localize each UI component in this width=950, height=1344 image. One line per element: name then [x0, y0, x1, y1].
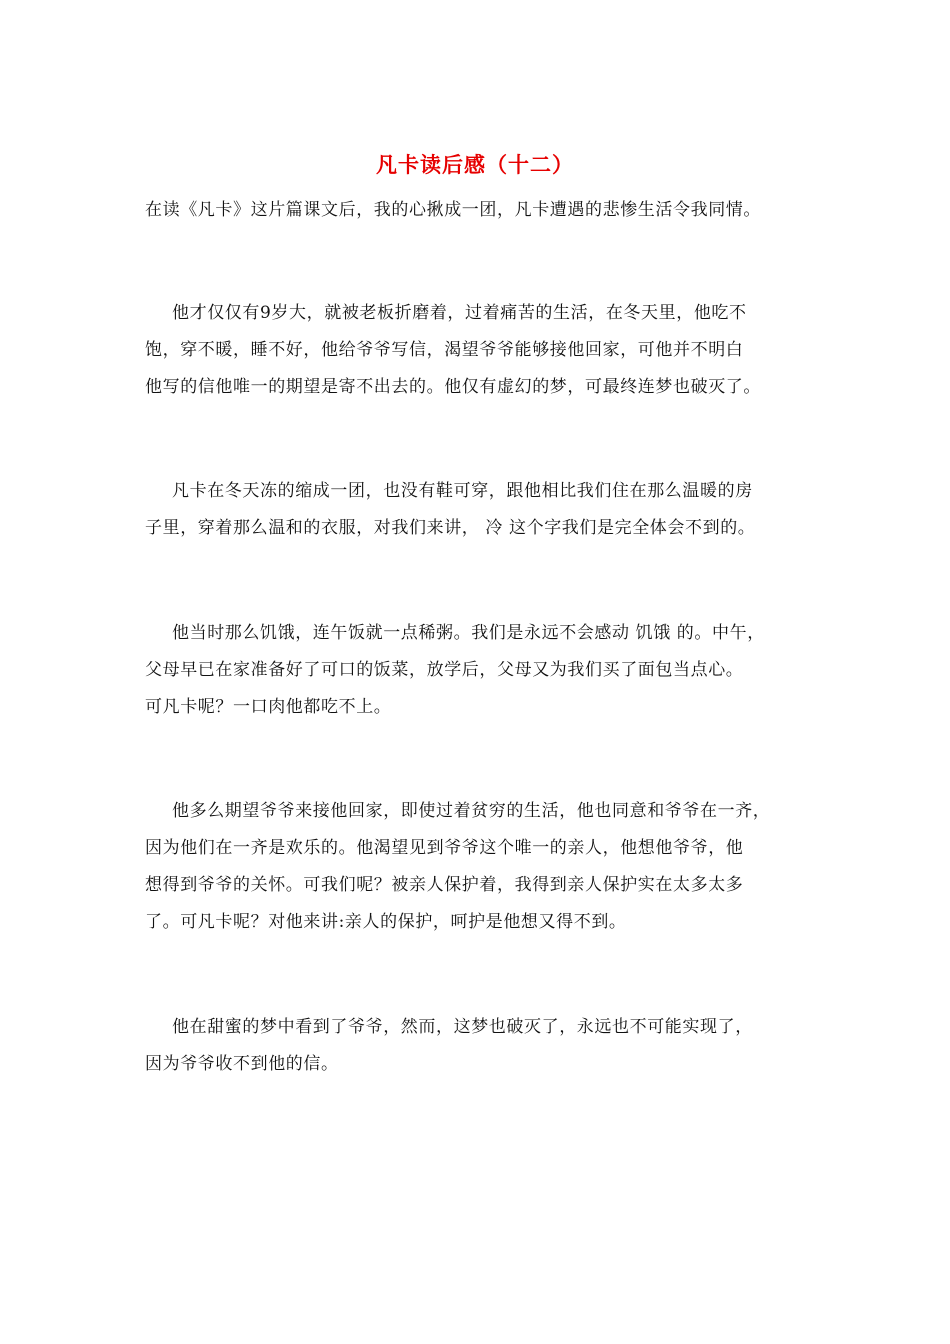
paragraph-6-line-2: 因为爷爷收不到他的信。: [145, 1054, 339, 1074]
paragraph-3-line-1: 凡卡在冬天冻的缩成一团，也没有鞋可穿，跟他相比我们住在那么温暖的房: [172, 481, 753, 501]
paragraph-3-line-2: 子里，穿着那么温和的衣服，对我们来讲， 冷 这个字我们是完全体会不到的。: [145, 518, 756, 538]
document-title: 凡卡读后感（十二）: [376, 152, 574, 177]
paragraph-5-line-2: 因为他们在一齐是欢乐的。他渴望见到爷爷这个唯一的亲人，他想他爷爷，他: [145, 838, 744, 858]
paragraph-5-line-4: 了。可凡卡呢？对他来讲:亲人的保护，呵护是他想又得不到。: [145, 912, 627, 932]
paragraph-4-line-1: 他当时那么饥饿，连午饭就一点稀粥。我们是永远不会感动 饥饿 的。中午，: [172, 623, 765, 643]
paragraph-2-line-1: 他才仅仅有9岁大，就被老板折磨着，过着痛苦的生活，在冬天里，他吃不: [172, 303, 747, 323]
paragraph-4-line-2: 父母早已在家准备好了可口的饭菜，放学后，父母又为我们买了面包当点心。: [145, 660, 744, 680]
paragraph-1-line-1: 在读《凡卡》这片篇课文后，我的心揪成一团，凡卡遭遇的悲惨生活令我同情。: [145, 200, 761, 220]
paragraph-5-line-3: 想得到爷爷的关怀。可我们呢？被亲人保护着，我得到亲人保护实在太多太多: [145, 875, 744, 895]
paragraph-5-line-1: 他多么期望爷爷来接他回家，即使过着贫穷的生活，他也同意和爷爷在一齐，: [172, 801, 771, 821]
paragraph-6-line-1: 他在甜蜜的梦中看到了爷爷，然而，这梦也破灭了，永远也不可能实现了，: [172, 1017, 753, 1037]
paragraph-2-line-2: 饱，穿不暖，睡不好，他给爷爷写信，渴望爷爷能够接他回家，可他并不明白: [145, 340, 744, 360]
paragraph-2-line-3: 他写的信他唯一的期望是寄不出去的。他仅有虚幻的梦，可最终连梦也破灭了。: [145, 377, 761, 397]
paragraph-4-line-3: 可凡卡呢？一口肉他都吃不上。: [145, 697, 392, 717]
